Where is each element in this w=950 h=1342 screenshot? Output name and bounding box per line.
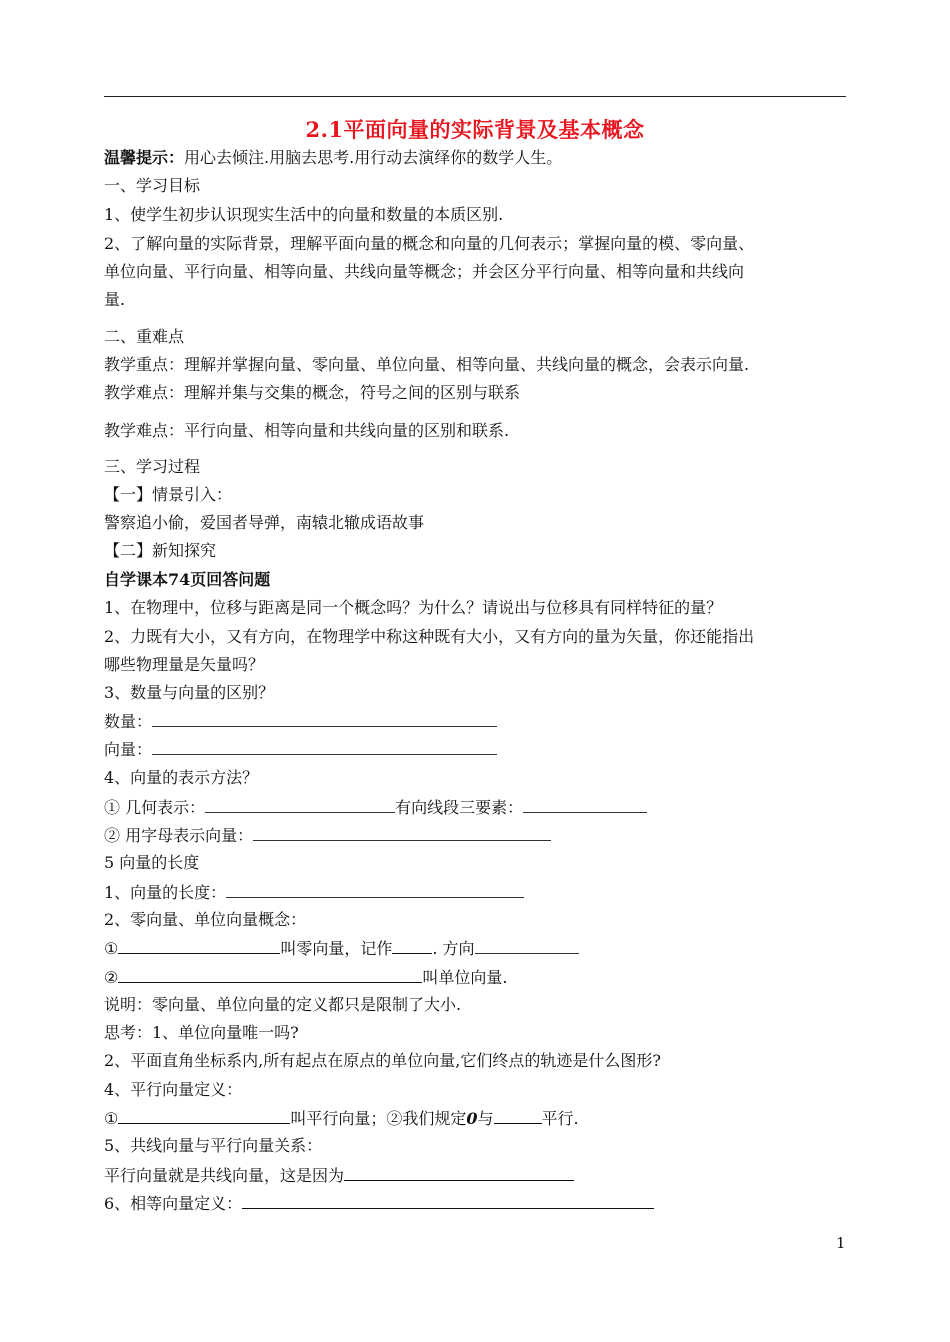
- equal-vector-label: 6、相等向量定义：: [104, 1194, 243, 1213]
- vector-row: [104, 738, 497, 761]
- circle-2-label: ②: [104, 968, 119, 987]
- note-line: 说明：零向量、单位向量的定义都只是限制了大小.: [104, 995, 462, 1014]
- equal-vector-row: [104, 1192, 654, 1215]
- geometric-representation-row: [104, 796, 647, 819]
- part-1-heading: 【一】情景引入：: [104, 485, 233, 504]
- question-1: 1、在物理中，位移与距离是同一个概念吗？为什么？请说出与位移具有同样特征的量？: [104, 598, 723, 617]
- goal-2-line-3: 量.: [104, 290, 126, 309]
- question-2-line-1: 2、力既有大小，又有方向，在物理学中称这种既有大小，又有方向的量为矢量，你还能指出: [104, 627, 755, 646]
- teaching-difficulty-1: 教学难点：理解并集与交集的概念，符号之间的区别与联系: [104, 383, 521, 402]
- zero-vector-blank[interactable]: [118, 937, 280, 954]
- think-line-2: 2、平面直角坐标系内,所有起点在原点的单位向量,它们终点的轨迹是什么图形?: [104, 1051, 661, 1070]
- part-2-heading: 【二】新知探究: [104, 541, 217, 560]
- header-rule: [104, 96, 846, 97]
- unit-vector-text: 叫单位向量.: [422, 968, 508, 987]
- question-3: 3、数量与向量的区别？: [104, 683, 275, 702]
- teaching-difficulty-2: 教学难点：平行向量、相等向量和共线向量的区别和联系.: [104, 421, 510, 440]
- goal-2-line-1: 2、了解向量的实际背景，理解平面向量的概念和向量的几何表示；掌握向量的模、零向量、: [104, 234, 755, 253]
- parallel-row: [104, 1107, 579, 1130]
- unit-vector-blank[interactable]: [118, 966, 422, 983]
- circle-1-label: ①: [104, 939, 119, 958]
- circle-1-label: ①: [104, 1109, 119, 1128]
- story-line: 警察追小偷，爱国者导弹，南辕北辙成语故事: [104, 513, 425, 532]
- unit-vector-row: [104, 966, 507, 989]
- think-line-1: 思考：1、单位向量唯一吗?: [104, 1023, 299, 1042]
- parallel-blank[interactable]: [118, 1107, 290, 1124]
- collinear-blank[interactable]: [344, 1164, 574, 1181]
- page-title: 2.1平面向量的实际背景及基本概念: [305, 117, 645, 142]
- parallel-heading: 4、平行向量定义：: [104, 1080, 243, 1099]
- section-3-heading: 三、学习过程: [104, 457, 201, 476]
- with-text: 与: [477, 1109, 494, 1128]
- tip-line: [104, 147, 562, 169]
- goal-2-line-2: 单位向量、平行向量、相等向量、共线向量等概念；并会区分平行向量、相等向量和共线向: [104, 262, 745, 281]
- vector-label: 向量：: [104, 740, 153, 759]
- length-blank[interactable]: [226, 881, 524, 898]
- three-elements-label: 有向线段三要素：: [395, 798, 524, 817]
- goal-1: 1、使学生初步认识现实生活中的向量和数量的本质区别.: [104, 205, 504, 224]
- quantity-row: [104, 710, 497, 733]
- vector-blank[interactable]: [152, 738, 497, 755]
- parallel-rule-blank[interactable]: [494, 1107, 542, 1124]
- tip-text: 用心去倾注.用脑去思考.用行动去演绎你的数学人生。: [184, 148, 563, 167]
- length-row: [104, 881, 524, 904]
- section-1-heading: 一、学习目标: [104, 176, 201, 195]
- question-5: 5 向量的长度: [104, 853, 200, 872]
- direction-blank[interactable]: [475, 937, 579, 954]
- quantity-blank[interactable]: [152, 710, 497, 727]
- question-4: 4、向量的表示方法？: [104, 768, 259, 787]
- tip-label: 温馨提示：: [104, 148, 185, 167]
- parallel-text: 叫平行向量；②我们规定: [290, 1109, 467, 1128]
- teaching-key: 教学重点：理解并掌握向量、零向量、单位向量、相等向量、共线向量的概念，会表示向量.: [104, 355, 750, 374]
- zero-vector-text: 叫零向量，记作: [280, 939, 393, 958]
- three-elements-blank[interactable]: [523, 796, 647, 813]
- self-study-heading: 自学课本74页回答问题: [104, 570, 271, 589]
- zero-unit-heading: 2、零向量、单位向量概念：: [104, 910, 307, 929]
- letter-label: ② 用字母表示向量：: [104, 826, 254, 845]
- parallel-end-text: 平行.: [541, 1109, 579, 1128]
- quantity-label: 数量：: [104, 712, 153, 731]
- page-number: 1: [836, 1234, 846, 1252]
- equal-vector-blank[interactable]: [242, 1192, 654, 1209]
- zero-notation-blank[interactable]: [392, 937, 432, 954]
- zero-vector-row: [104, 937, 579, 960]
- geometric-blank[interactable]: [205, 796, 395, 813]
- direction-label: . 方向: [432, 939, 475, 958]
- zero-vector-symbol: 0: [466, 1109, 478, 1128]
- collinear-text: 平行向量就是共线向量，这是因为: [104, 1166, 345, 1185]
- geometric-label: ① 几何表示：: [104, 798, 206, 817]
- letter-blank[interactable]: [253, 824, 551, 841]
- question-2-line-2: 哪些物理量是矢量吗？: [104, 655, 265, 674]
- letter-representation-row: [104, 824, 551, 847]
- collinear-row: [104, 1164, 574, 1187]
- collinear-heading: 5、共线向量与平行向量关系：: [104, 1136, 323, 1155]
- section-2-heading: 二、重难点: [104, 327, 185, 346]
- length-label: 1、向量的长度：: [104, 883, 227, 902]
